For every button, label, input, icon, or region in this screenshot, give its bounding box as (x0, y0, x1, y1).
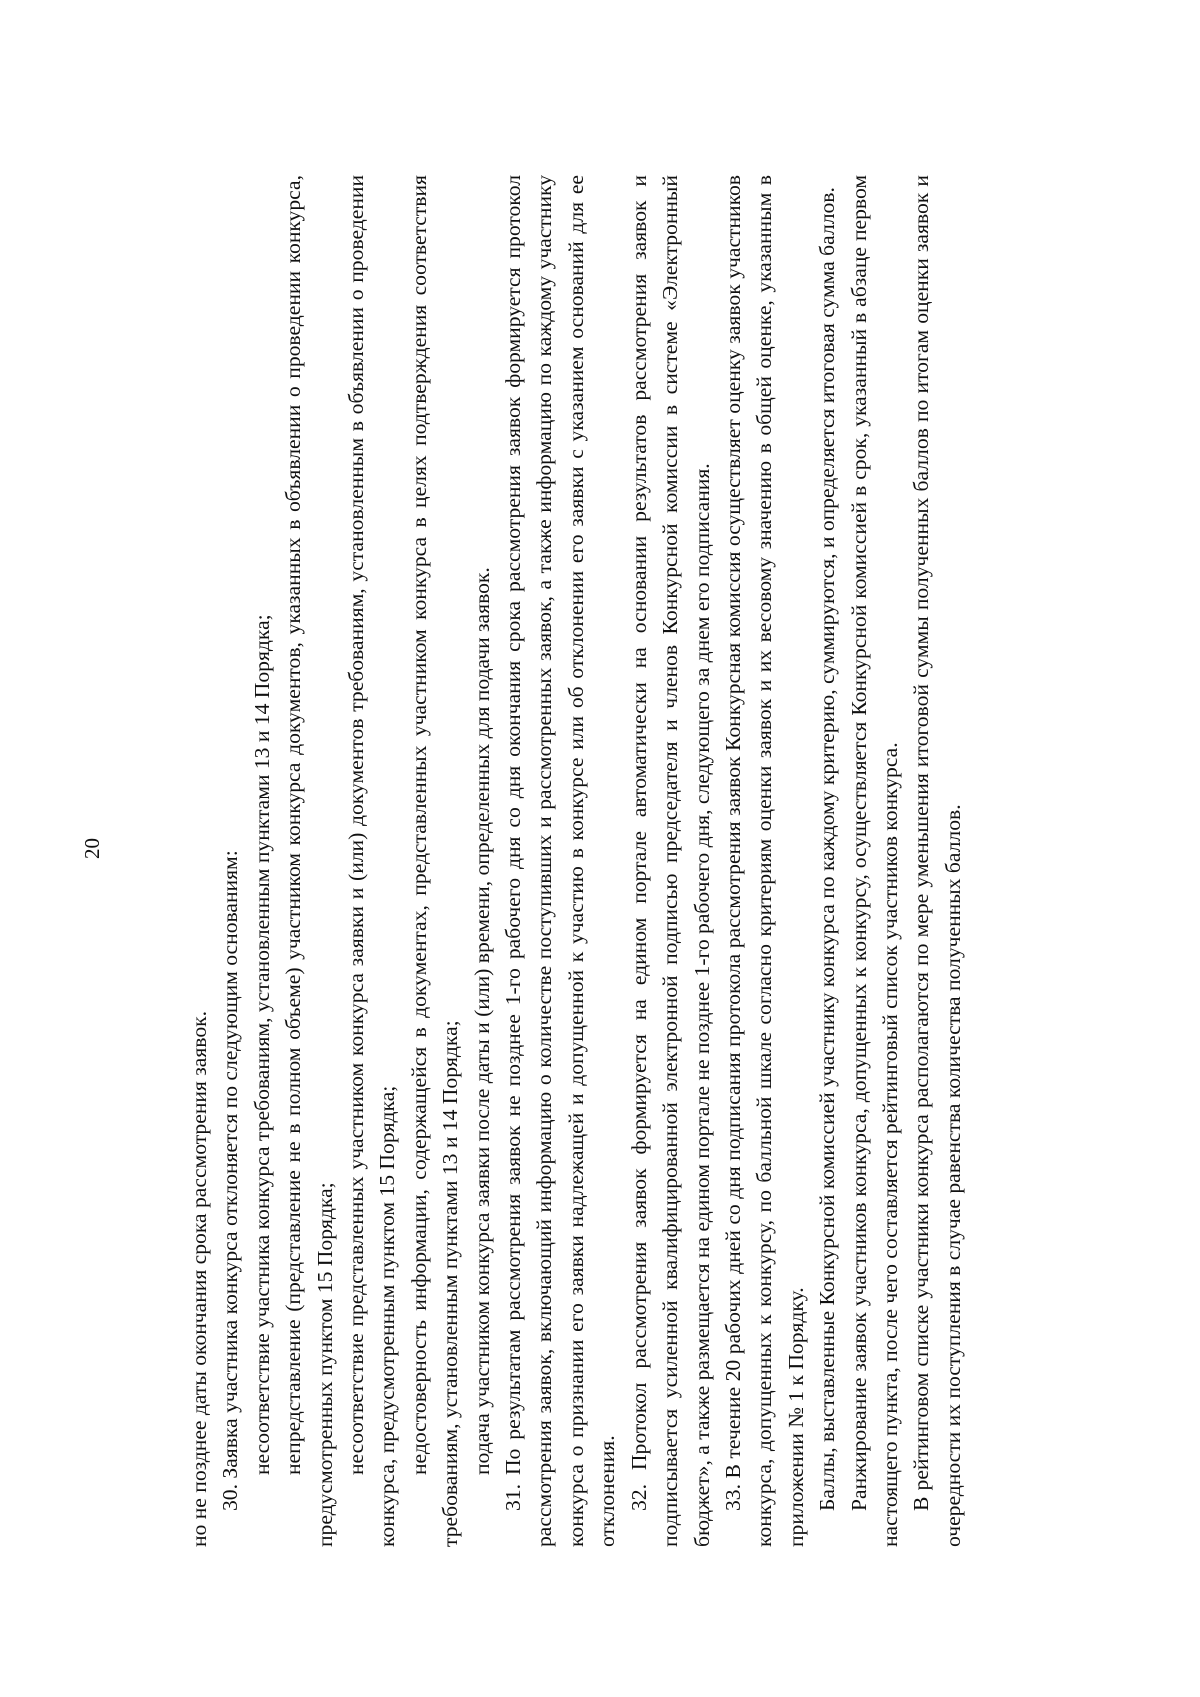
paragraph: подача участником конкурса заявки после даты и (или) времени, определенных для подачи заявок. (469, 567, 494, 1475)
paragraph: несоответствие участника конкурса требованиям, установленным пунктами 13 и 14 Порядка; (249, 614, 274, 1475)
paragraph: В рейтинговом списке участники конкурса располагаются по мере уменьшения итоговой суммы полученных баллов по итогам оценки заявок и очередности их поступления в случае равенства количества полученных баллов. (909, 175, 965, 1547)
paragraph: но не позднее даты окончания срока рассмотрения заявок. (187, 1010, 211, 1547)
paragraph: 32. Протокол рассмотрения заявок формируется на едином портале автоматически на основании результатов рассмотрения заявок и подписывается усиленной квалифицированной электронной подписью председателя и членов Конкурсной комиссии в системе «Электронный бюджет», а также размещается на едином портале не позднее 1-го рабочего дня, следующего за днем его подписания. (626, 175, 714, 1547)
paragraph: непредставление (представление не в полном объеме) участником конкурса документов, указанных в объявлении о проведении конкурса, предусмотренных пунктом 15 Порядка; (281, 175, 337, 1547)
paragraph: Ранжирование заявок участников конкурса, допущенных к конкурсу, осуществляется Конкурсной комиссией в срок, указанный в абзаце первом настоящего пункта, после чего составляется рейтинговый список участников конкурса. (846, 175, 902, 1547)
paragraph: 31. По результатам рассмотрения заявок не позднее 1-го рабочего дня со дня окончания срока рассмотрения заявок формируется протокол рассмотрения заявок, включающий информацию о количестве поступивших и рассмотренных заявок, а также информацию по каждому участнику конкурса о признании его заявки надлежащей и допущенной к участию в конкурсе или об отклонении его заявки с указанием оснований для ее отклонения. (501, 175, 620, 1547)
paragraph: недостоверность информации, содержащейся в документах, представленных участником конкурса в целях подтверждения соответствия требованиям, установленным пунктами 13 и 14 Порядка; (406, 175, 463, 1547)
body-text (184, 175, 969, 1547)
paragraph: Баллы, выставленные Конкурсной комиссией участнику конкурса по каждому критерию, суммируются, и определяется итоговая сумма баллов. (815, 187, 840, 1511)
page-number: 20 (80, 838, 104, 859)
paragraph: 33. В течение 20 рабочих дней со дня подписания протокола рассмотрения заявок Конкурсная комиссия осуществляет оценку заявок участников конкурса, допущенных к конкурсу, по балльной шкале согласно критериям оценки заявок и их весовому значению в общей оценке, указанным в приложении № 1 к Порядку. (720, 175, 808, 1547)
paragraph: 30. Заявка участника конкурса отклоняется по следующим основаниям: (218, 850, 243, 1511)
paragraph: несоответствие представленных участником конкурса заявки и (или) документов требованиям, установленным в объявлении о проведении конкурса, предусмотренным пунктом 15 Порядка; (344, 175, 400, 1547)
